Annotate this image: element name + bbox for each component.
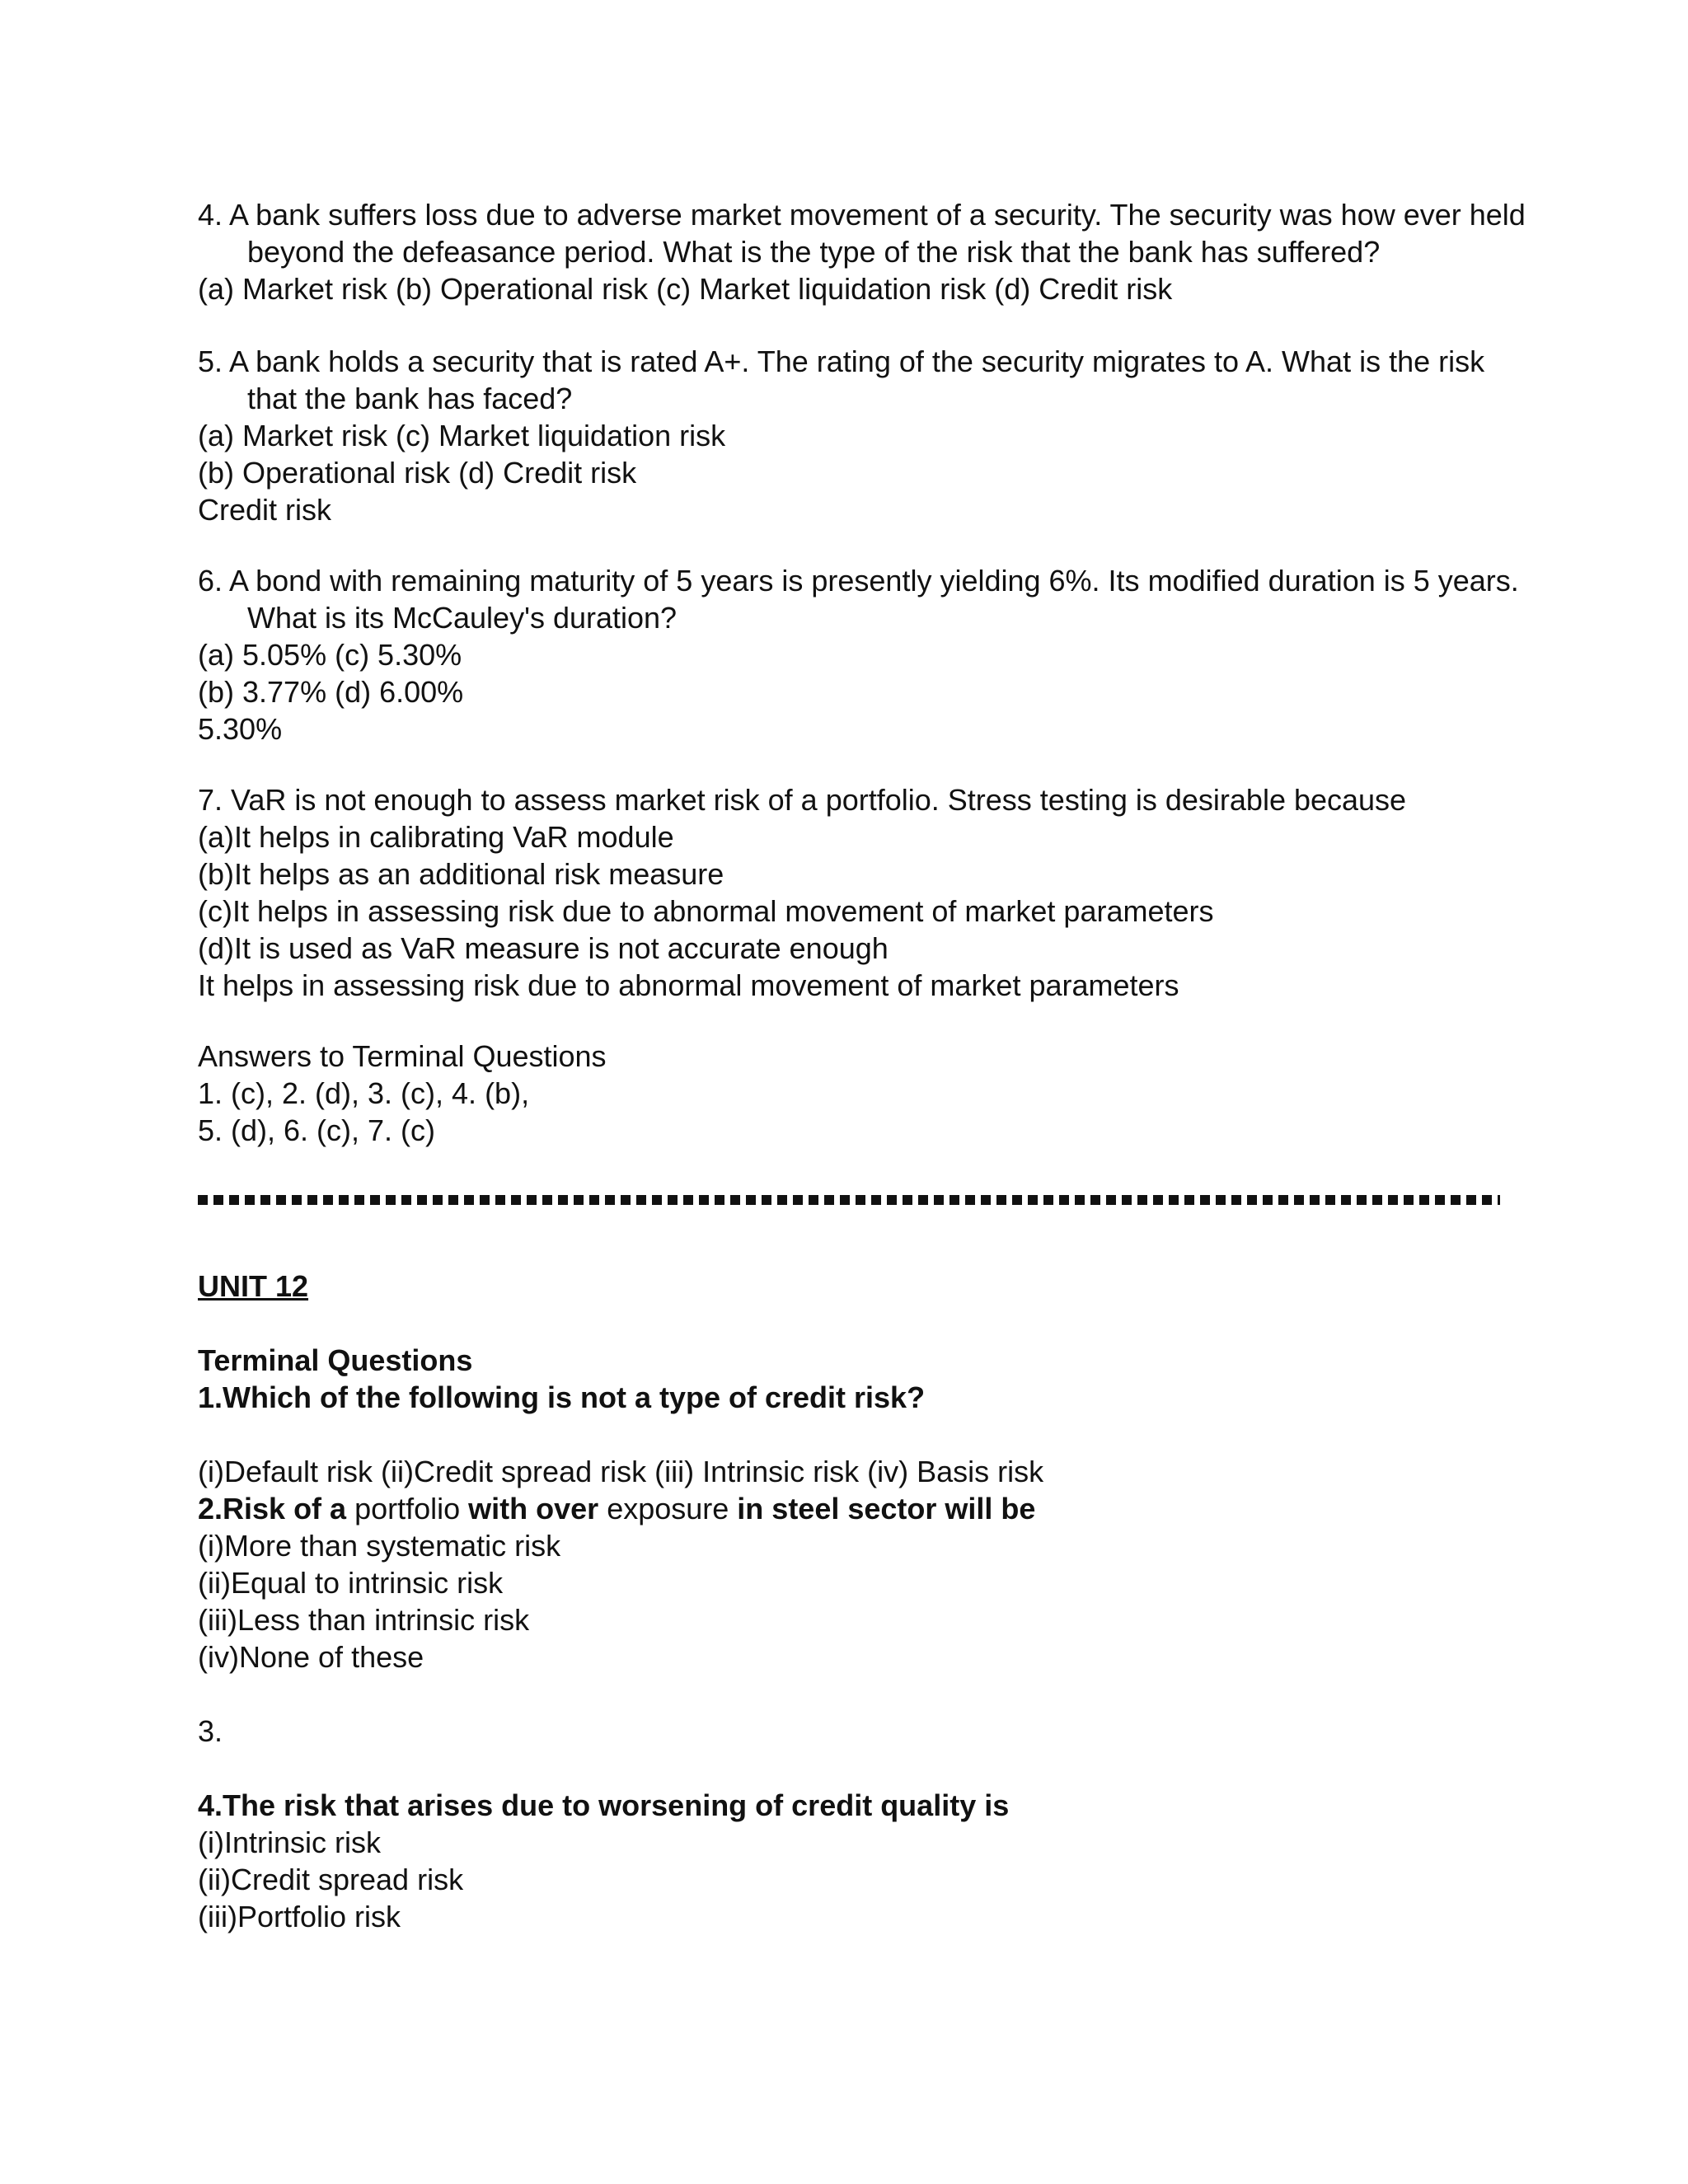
question-text-cont: What is its McCauley's duration? bbox=[247, 601, 678, 635]
question-7 bbox=[198, 781, 1500, 1004]
unit-question-2-option: (ii)Equal to intrinsic risk bbox=[198, 1566, 504, 1600]
q2-part: in steel sector will be bbox=[737, 1492, 1036, 1526]
question-text-cont: that the bank has faced? bbox=[247, 382, 573, 415]
question-option-a: (a)It helps in calibrating VaR module bbox=[198, 820, 674, 854]
question-text: 5. A bank holds a security that is rated A+. The rating of the security migrates to A. What is the risk bbox=[198, 344, 1485, 378]
question-6 bbox=[198, 562, 1519, 748]
question-option-d: (d)It is used as VaR measure is not accurate enough bbox=[198, 931, 889, 965]
unit-question-2-option: (i)More than systematic risk bbox=[198, 1529, 561, 1563]
unit-question-4-option: (iii)Portfolio risk bbox=[198, 1900, 401, 1933]
question-text: 6. A bond with remaining maturity of 5 years is presently yielding 6%. Its modified duration is 5 years. bbox=[198, 564, 1519, 598]
q2-part: with over bbox=[468, 1492, 599, 1526]
answers-line: 5. (d), 6. (c), 7. (c) bbox=[198, 1113, 436, 1147]
unit-question-4-option: (ii)Credit spread risk bbox=[198, 1863, 464, 1896]
unit-question-4: 4.The risk that arises due to worsening of credit quality is bbox=[198, 1788, 1010, 1822]
question-answer: It helps in assessing risk due to abnormal movement of market parameters bbox=[198, 968, 1179, 1002]
spacer bbox=[198, 1416, 1500, 1453]
unit-question-2-option: (iii)Less than intrinsic risk bbox=[198, 1603, 530, 1637]
unit-title: UNIT 12 bbox=[198, 1269, 309, 1303]
answers-heading: Answers to Terminal Questions bbox=[198, 1039, 607, 1073]
question-option-b: (b)It helps as an additional risk measure bbox=[198, 857, 724, 891]
spacer bbox=[198, 1675, 1500, 1713]
unit-12-section bbox=[198, 1268, 1500, 1935]
question-answer: 5.30% bbox=[198, 712, 283, 746]
question-option-c: (c)It helps in assessing risk due to abnormal movement of market parameters bbox=[198, 894, 1214, 928]
unit-question-2 bbox=[198, 1490, 1500, 1527]
q2-part: exposure bbox=[598, 1492, 738, 1526]
question-4 bbox=[198, 196, 1526, 307]
question-option-line: (b) 3.77% (d) 6.00% bbox=[198, 675, 464, 709]
unit-question-1-options: (i)Default risk (ii)Credit spread risk (iii) Intrinsic risk (iv) Basis risk bbox=[198, 1455, 1044, 1488]
question-option-line: (a) 5.05% (c) 5.30% bbox=[198, 638, 462, 672]
question-text: 7. VaR is not enough to assess market risk of a portfolio. Stress testing is desirable because bbox=[198, 783, 1407, 817]
question-option-line: (b) Operational risk (d) Credit risk bbox=[198, 456, 637, 490]
question-option-line: (a) Market risk (c) Market liquidation risk bbox=[198, 419, 726, 452]
q2-part: 2.Risk of a bbox=[198, 1492, 347, 1526]
question-options: (a) Market risk (b) Operational risk (c) Market liquidation risk (d) Credit risk bbox=[198, 272, 1173, 306]
unit-question-3: 3. bbox=[198, 1714, 223, 1748]
answers-section bbox=[198, 1038, 1500, 1149]
question-text-cont: beyond the defeasance period. What is the type of the risk that the bank has suffered? bbox=[247, 235, 1381, 269]
spacer bbox=[198, 1305, 1500, 1342]
spacer bbox=[198, 1750, 1500, 1787]
terminal-questions-heading: Terminal Questions bbox=[198, 1343, 473, 1377]
answers-line: 1. (c), 2. (d), 3. (c), 4. (b), bbox=[198, 1076, 530, 1110]
question-text: 4. A bank suffers loss due to adverse market movement of a security. The security was how ever held bbox=[198, 198, 1526, 232]
q2-part: portfolio bbox=[346, 1492, 469, 1526]
unit-question-1: 1.Which of the following is not a type of credit risk? bbox=[198, 1380, 926, 1414]
question-answer: Credit risk bbox=[198, 493, 332, 527]
dotted-separator bbox=[198, 1195, 1500, 1205]
question-5 bbox=[198, 343, 1500, 528]
unit-question-4-option: (i)Intrinsic risk bbox=[198, 1825, 381, 1859]
unit-question-2-option: (iv)None of these bbox=[198, 1640, 424, 1674]
